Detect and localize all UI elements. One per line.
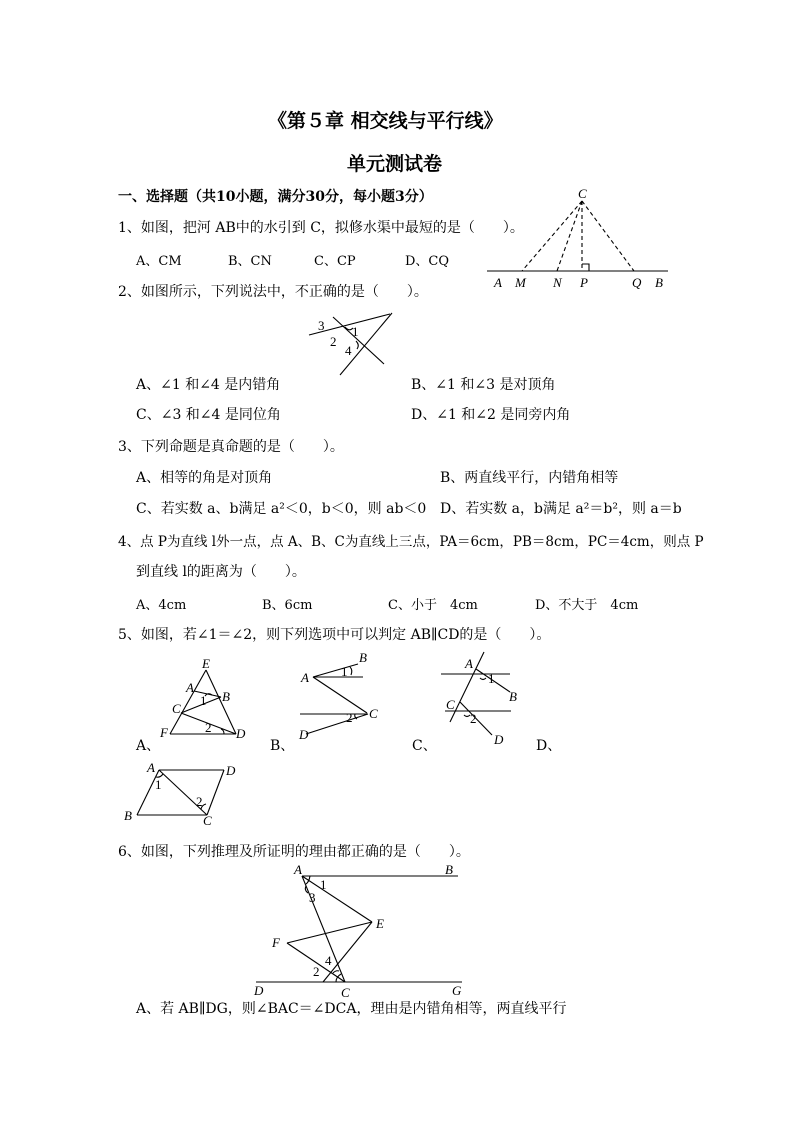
q6-label-1: 1: [320, 877, 327, 892]
q5-option-b-label: B、: [270, 738, 295, 754]
q1-label-a: A: [494, 275, 502, 290]
q6-label-e: E: [376, 916, 384, 931]
q2-label-4: 4: [345, 343, 352, 358]
q4-option-c: C、小于 4cm: [388, 598, 478, 613]
q4-option-a: A、4cm: [136, 598, 187, 613]
question-1-stem: 1、如图，把河 AB中的水引到 C，拟修水渠中最短的是（ ）。: [118, 220, 524, 236]
q1-option-d: D、CQ: [405, 254, 450, 269]
q5b-label-d: D: [299, 727, 309, 742]
q6-label-f: F: [272, 935, 280, 950]
q3-option-b: B、两直线平行，内错角相等: [440, 470, 619, 486]
q1-option-b: B、CN: [228, 254, 272, 269]
q5d-label-1: 1: [155, 777, 162, 792]
q2-option-a: A、∠1 和∠4 是内错角: [136, 377, 281, 393]
question-2-stem: 2、如图所示，下列说法中，不正确的是（ ）。: [118, 284, 428, 300]
q2-label-3: 3: [318, 318, 325, 333]
q5a-label-c: C: [172, 701, 181, 716]
q6-label-4: 4: [325, 953, 332, 968]
q6-label-a: A: [294, 862, 302, 877]
q6-label-3: 3: [309, 890, 316, 905]
question-4-stem-line2: 到直线 l的距离为（ ）。: [136, 564, 306, 580]
q2-label-1: 1: [352, 324, 359, 339]
q5c-label-b: B: [509, 689, 517, 704]
question-5-stem: 5、如图，若∠1＝∠2，则下列选项中可以判定 AB∥CD的是（ ）。: [118, 627, 551, 643]
q6-label-d: D: [254, 983, 264, 998]
q3-option-d: D、若实数 a，b满足 a²＝b²，则 a＝b: [440, 501, 682, 517]
q5b-label-b: B: [359, 650, 367, 665]
q5a-label-a: A: [186, 680, 194, 695]
q6-option-a: A、若 AB∥DG，则∠BAC＝∠DCA，理由是内错角相等，两直线平行: [136, 1001, 567, 1017]
q1-label-b: B: [655, 275, 663, 290]
q5a-label-1: 1: [200, 693, 207, 708]
q5b-label-a: A: [301, 670, 309, 685]
question-6-stem: 6、如图，下列推理及所证明的理由都正确的是（ ）。: [118, 844, 470, 860]
q5c-label-a: A: [465, 656, 473, 671]
q1-label-q: Q: [632, 275, 642, 290]
q5d-label-d: D: [226, 763, 236, 778]
q6-label-2: 2: [313, 964, 320, 979]
q4-option-d: D、不大于 4cm: [535, 598, 639, 613]
q5-option-a-label: A、: [136, 738, 161, 754]
section-heading: 一、选择题（共10小题，满分30分，每小题3分）: [118, 189, 433, 205]
q5a-label-d: D: [236, 726, 246, 741]
q3-option-c: C、若实数 a、b满足 a²＜0，b＜0，则 ab＜0: [136, 501, 427, 517]
q5c-label-2: 2: [470, 711, 477, 726]
q5b-label-1: 1: [341, 664, 348, 679]
q1-option-a: A、CM: [136, 254, 182, 269]
q6-label-g: G: [452, 983, 462, 998]
q5a-label-b: B: [222, 689, 230, 704]
q5d-label-a: A: [147, 760, 155, 775]
q5d-label-b: B: [124, 808, 132, 823]
q4-option-b: B、6cm: [262, 598, 313, 613]
q5a-label-e: E: [202, 656, 210, 671]
question-4-stem-line1: 4、点 P为直线 l外一点，点 A、B、C为直线上三点，PA＝6cm，PB＝8cm，PC＝4cm，则点 P: [118, 534, 704, 550]
q1-option-c: C、CP: [314, 254, 356, 269]
page-subtitle: 单元测试卷: [347, 153, 443, 175]
page-title: 《第５章 相交线与平行线》: [268, 110, 503, 132]
q5-option-d-label: D、: [536, 738, 562, 754]
q5a-label-f: F: [160, 725, 168, 740]
q1-label-p: P: [580, 275, 588, 290]
q5-option-c-label: C、: [412, 738, 437, 754]
q2-label-2: 2: [330, 334, 337, 349]
q5c-label-d: D: [494, 732, 504, 747]
q6-label-b: B: [445, 862, 453, 877]
q5c-label-1: 1: [488, 671, 495, 686]
q3-option-a: A、相等的角是对顶角: [136, 470, 273, 486]
q1-label-m: M: [515, 275, 526, 290]
q5b-label-c: C: [369, 706, 378, 721]
q5d-label-2: 2: [196, 794, 203, 809]
q2-option-d: D、∠1 和∠2 是同旁内角: [411, 407, 571, 423]
q1-label-n: N: [553, 275, 562, 290]
q5a-label-2: 2: [205, 720, 212, 735]
q1-label-c: C: [578, 186, 587, 201]
question-3-stem: 3、下列命题是真命题的是（ ）。: [118, 439, 344, 455]
q5b-label-2: 2: [346, 710, 353, 725]
q2-option-c: C、∠3 和∠4 是同位角: [136, 407, 281, 423]
q5c-label-c: C: [446, 697, 455, 712]
q6-label-c: C: [341, 985, 350, 1000]
q5d-label-c: C: [203, 813, 212, 828]
q2-option-b: B、∠1 和∠3 是对顶角: [411, 377, 556, 393]
